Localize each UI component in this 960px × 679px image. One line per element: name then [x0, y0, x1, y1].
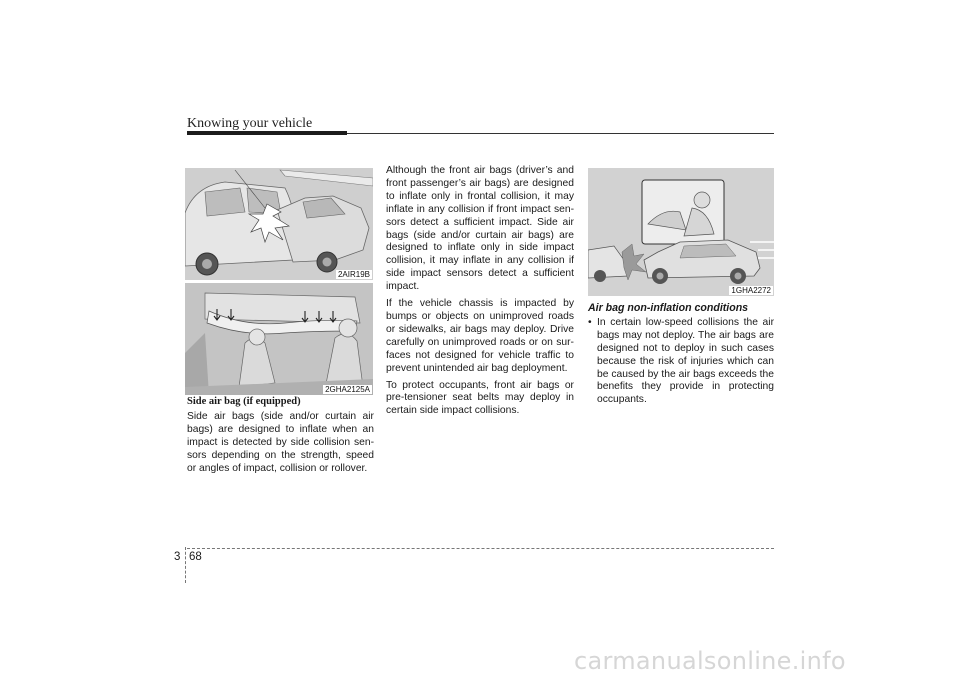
middle-text-column — [386, 165, 574, 422]
left-text-column — [187, 396, 374, 479]
curtain-airbag-interior-illustration — [185, 283, 373, 395]
footer-rule — [187, 548, 774, 549]
page-number: 68 — [189, 551, 202, 563]
right-text-column — [588, 302, 774, 407]
side-airbag-paragraph: Side air bags (side and/or curtain air bags) are designed to inflate when an impact is detected by side collision sen-sors depending on the strength, speed or angles of impact, collision or rollover. — [187, 410, 374, 474]
bullet-icon: • — [588, 316, 592, 328]
side-collision-drawing — [185, 168, 373, 280]
figure-code: 2GHA2125A — [325, 385, 370, 394]
low-speed-collision-illustration — [588, 168, 774, 296]
body-paragraph: If the vehicle chassis is impacted by bumps or objects on unimproved roads or sidewalks, air bags may deploy. Drive carefully on unimproved roads or on sur-faces not designed for vehicle traffic to prevent unintended air bag deployment. — [386, 298, 574, 374]
watermark: carmanualsonline.info — [574, 647, 846, 675]
bullet-text: In certain low-speed collisions the air bags may not deploy. The air bags are designed not to deploy in such cases because the risk of injuries which can be caused by the air bags exceeds the benefits they provide in protecting occupants. — [597, 316, 774, 406]
header-bar — [187, 131, 347, 135]
body-paragraph: Although the front air bags (driver’s and front passenger’s air bags) are designed to inflate only in frontal collision, it may inflate in any collision if front impact sen-sors detect a sufficient impact. Side air bags (side and/or curtain air bags) are designed to inflate only in side impact collision, it may inflate in any collision if side impact sensors detect a sufficient impact. — [386, 165, 574, 293]
page-header-title: Knowing your vehicle — [187, 116, 313, 131]
body-paragraph: To protect occupants, front air bags or pre-tensioner seat belts may deploy in certain side impact collisions. — [386, 379, 574, 417]
figure-code: 2AIR19B — [337, 270, 370, 279]
interior-drawing — [185, 283, 373, 395]
low-speed-collision-drawing — [588, 168, 774, 296]
figure-code: 1GHA2272 — [731, 286, 771, 295]
non-inflation-heading: Air bag non-inflation conditions — [588, 302, 749, 314]
footer-divider — [185, 547, 186, 583]
side-collision-illustration — [185, 168, 373, 280]
bullet-item — [588, 317, 774, 407]
header-rule — [347, 133, 774, 134]
section-number: 3 — [174, 551, 181, 563]
side-airbag-heading: Side air bag (if equipped) — [187, 396, 301, 407]
